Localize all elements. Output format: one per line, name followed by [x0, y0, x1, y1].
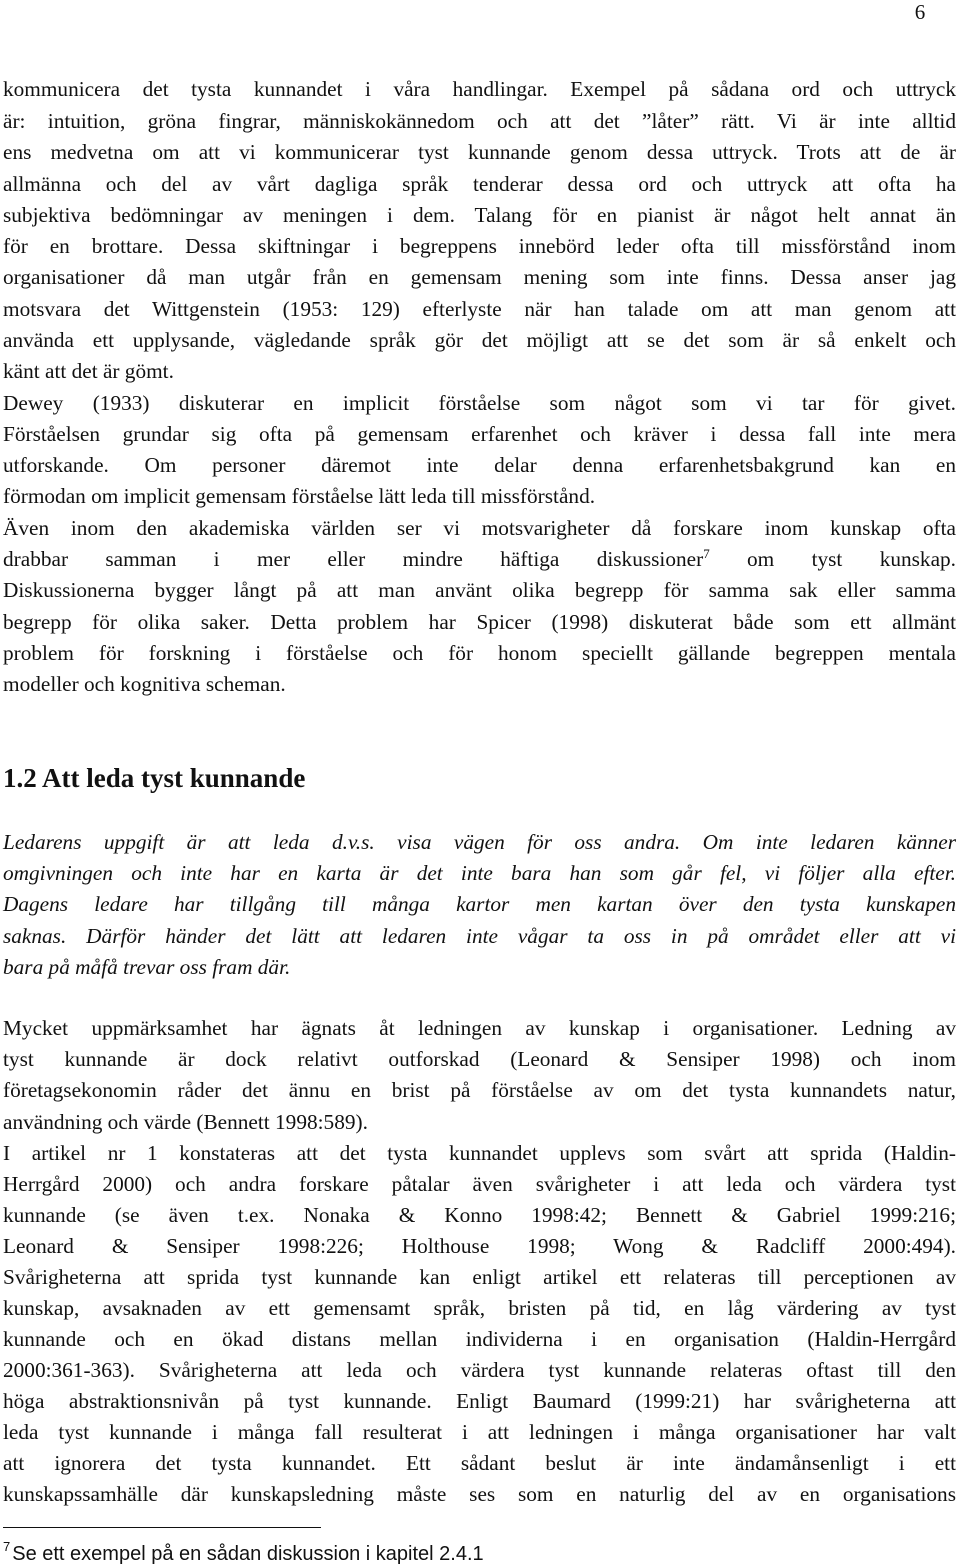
footnote-marker: 7 [3, 1539, 11, 1554]
text-line: Dewey (1933) diskuterar en implicit förståelse som något som vi tar för givet. [3, 391, 956, 415]
quote-line: bara på måfå trevar oss fram där. [3, 955, 291, 979]
text-line-with-footnote-ref [3, 544, 956, 574]
quote-line: Dagens ledare har tillgång till många kartor men kartan över den tysta kunskapen [3, 892, 956, 916]
text-line: kunnande och en ökad distans mellan individerna i en organisation (Haldin-Herrgård [3, 1327, 956, 1351]
text-line: höga abstraktionsnivån på tyst kunnande. Enligt Baumard (1999:21) har svårigheterna att [3, 1389, 956, 1413]
footnote-reference[interactable]: 7 [703, 546, 710, 561]
footnote-separator [3, 1527, 321, 1528]
text-line: förmodan om implicit gemensam förståelse lätt leda till missförstånd. [3, 484, 596, 508]
text-line: företagsekonomin råder det ännu en brist på förståelse av om det tysta kunnandets natur, [3, 1078, 956, 1102]
text-line: utforskande. Om personer däremot inte delar denna erfarenhetsbakgrund kan en [3, 453, 956, 477]
text-line: användning och värde (Bennett 1998:589). [3, 1110, 368, 1134]
quote-line: saknas. Därför händer det lätt att ledaren inte vågar ta oss in på området eller att vi [3, 924, 956, 948]
footnote-text: Se ett exempel på en sådan diskussion i kapitel 2.4.1 [12, 1543, 484, 1565]
text-line: leda tyst kunnande i många fall resulterat i att ledningen i många organisationer har valt [3, 1420, 956, 1444]
text-line: subjektiva bedömningar av meningen i dem. Talang för en pianist är något helt annat än [3, 203, 956, 227]
text-line: känt att det är gömt. [3, 359, 174, 383]
text-line: använda ett upplysande, vägledande språk gör det möjligt att se det som är så enkelt och [3, 328, 956, 352]
text-line: är: intuition, gröna fingrar, människokännedom och att det ”låter” rätt. Vi är inte alltid [3, 109, 956, 133]
text-line: för en brottare. Dessa skiftningar i begreppens innebörd leder ofta till missförstånd inom [3, 234, 956, 258]
text-line: problem för forskning i förståelse och för honom speciellt gällande begreppen mentala [3, 641, 956, 665]
text-line: modeller och kognitiva scheman. [3, 672, 286, 696]
quote-line: Ledarens uppgift är att leda d.v.s. visa vägen för oss andra. Om inte ledaren känner [3, 830, 956, 854]
text-segment: om tyst kunskap. [709, 547, 956, 571]
text-line: tyst kunnande är dock relativt outforskad (Leonard & Sensiper 1998) och inom [3, 1047, 956, 1071]
text-line: ens medvetna om att vi kommunicerar tyst kunnande genom dessa uttryck. Trots att de är [3, 140, 956, 164]
text-line: att ignorera det tysta kunnandet. Ett sådant beslut är inte ändamånsenligt i ett [3, 1451, 956, 1475]
text-line: Herrgård 2000) och andra forskare påtalar även svårigheter i att leda och värdera tyst [3, 1172, 956, 1196]
text-line: kunskapssamhälle där kunskapsledning måste ses som en naturlig del av en organisations [3, 1482, 956, 1506]
quote-line: omgivningen och inte har en karta är det inte bara han som går fel, vi följer alla efter. [3, 861, 956, 885]
text-line: motsvara det Wittgenstein (1953: 129) efterlyste när han talade om att man genom att [3, 297, 956, 321]
text-line: Leonard & Sensiper 1998:226; Holthouse 1998; Wong & Radcliff 2000:494). [3, 1234, 956, 1258]
text-line: begrepp för olika saker. Detta problem har Spicer (1998) diskuterat både som ett allmänt [3, 610, 956, 634]
text-line: kunnande (se även t.ex. Nonaka & Konno 1998:42; Bennett & Gabriel 1999:216; [3, 1203, 956, 1227]
text-line: Diskussionerna bygger långt på att man använt olika begrepp för samma sak eller samma [3, 578, 956, 602]
page-number: 6 [914, 0, 926, 24]
section-heading: 1.2 Att leda tyst kunnande [3, 763, 306, 793]
text-segment: drabbar samman i mer eller mindre häftiga diskussioner [3, 547, 704, 571]
text-line: Förståelsen grundar sig ofta på gemensam erfarenhet och kräver i dessa fall inte mera [3, 422, 956, 446]
text-line: organisationer då man utgår från en gemensam mening som inte finns. Dessa anser jag [3, 265, 956, 289]
text-line: allmänna och del av vårt dagliga språk tenderar dessa ord och uttryck att ofta ha [3, 172, 956, 196]
text-line: I artikel nr 1 konstateras att det tysta kunnandet upplevs som svårt att sprida (Haldin- [3, 1141, 956, 1165]
text-line: Svårigheterna att sprida tyst kunnande kan enligt artikel ett relateras till perceptionen av [3, 1265, 956, 1289]
text-line: Mycket uppmärksamhet har ägnats åt ledningen av kunskap i organisationer. Ledning av [3, 1016, 956, 1040]
text-line: kunskap, avsaknaden av ett gemensamt språk, bristen på tid, en låg värdering av tyst [3, 1296, 956, 1320]
text-line: kommunicera det tysta kunnandet i våra handlingar. Exempel på sådana ord och uttryck [3, 77, 956, 101]
footnote [3, 1534, 484, 1567]
text-line: 2000:361-363). Svårigheterna att leda och värdera tyst kunnande relateras oftast till den [3, 1358, 956, 1382]
text-line: Även inom den akademiska världen ser vi motsvarigheter då forskare inom kunskap ofta [3, 516, 956, 540]
